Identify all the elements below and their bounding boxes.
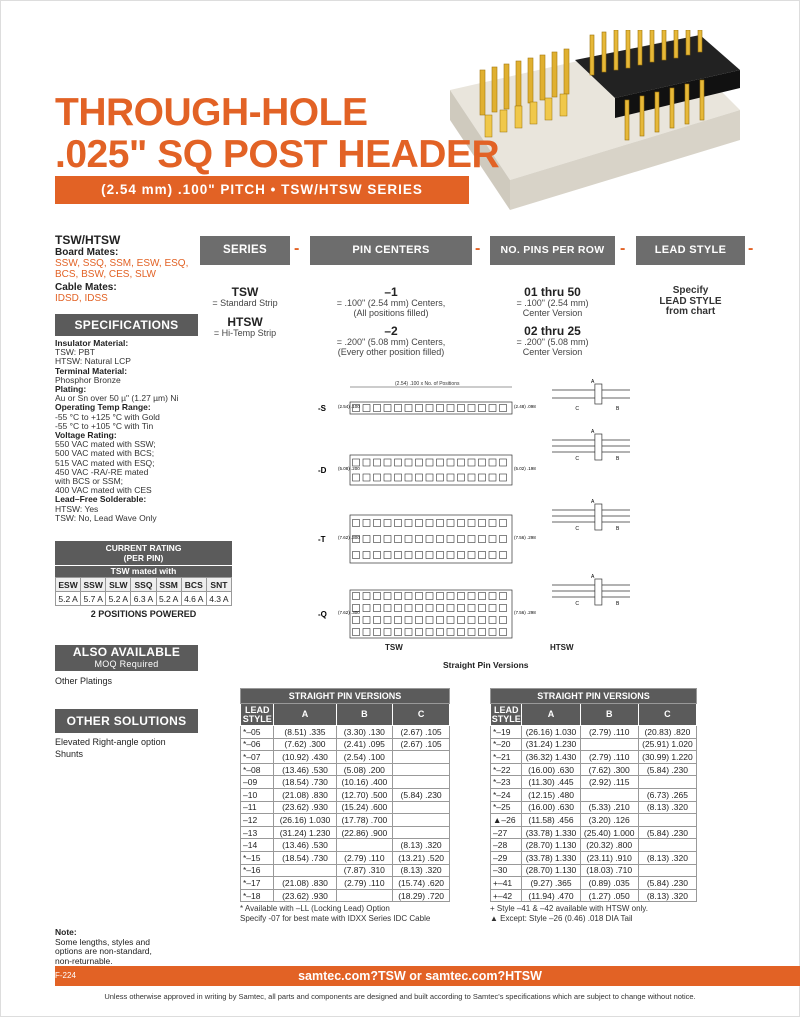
table-row — [241, 726, 450, 739]
spec-line: -55 °C to +125 °C with Gold — [55, 411, 160, 422]
drawing-row-label: -T — [318, 535, 326, 544]
pin-center-desc: = .200" (5.08 mm) Centers, — [336, 337, 446, 347]
dim-label-left: (7.62) .300 — [338, 610, 360, 615]
side-view — [552, 499, 630, 532]
straight-pin-table-2 — [490, 688, 697, 924]
table-cell: (10.16) .400 — [336, 776, 393, 789]
spec-label: Operating Temp Range: — [55, 402, 151, 413]
dim-a-label: A — [591, 379, 595, 385]
table-cell: (8.13) .320 — [393, 839, 450, 852]
table-cell: (2.67) .105 — [393, 738, 450, 751]
also-available-label: ALSO AVAILABLE — [72, 645, 181, 659]
table-cell: (5.84) .230 — [638, 877, 696, 890]
table-cell: (12.70) .500 — [336, 788, 393, 801]
current-rating-footer: 2 POSITIONS POWERED — [90, 609, 197, 619]
table-cell: (25.40) 1.000 — [580, 826, 638, 839]
dim-top-label: (2.54) .100 x No. of Positions — [395, 381, 460, 387]
table-cell: (0.89) .035 — [580, 877, 638, 890]
table-row — [491, 776, 697, 789]
table-cell: (1.27) .050 — [580, 889, 638, 902]
drawing-rows — [318, 402, 536, 638]
table-cell: *–08 — [241, 763, 274, 776]
pin-center-desc: = .100" (2.54 mm) Centers, — [336, 298, 446, 308]
pins-code: 02 thru 25 — [524, 324, 581, 338]
table-cell: (22.86) .900 — [336, 826, 393, 839]
current-rating-table — [55, 541, 232, 619]
specifications-list — [55, 339, 205, 523]
table-cell: (13.46) .530 — [274, 839, 336, 852]
pins-per-row-box: NO. PINS PER ROW — [490, 236, 615, 265]
table-cell: (8.13) .320 — [393, 864, 450, 877]
spec-line: HTSW: Yes — [55, 503, 99, 514]
table-cell: (8.13) .320 — [638, 801, 696, 814]
spec-label: Insulator Material: — [55, 338, 129, 348]
table-cell — [393, 763, 450, 776]
rating-cell: 5.2 A — [56, 592, 81, 606]
table-row — [241, 763, 450, 776]
col-header: ESW — [56, 578, 81, 592]
table-cell: (5.84) .230 — [638, 826, 696, 839]
table-cell: (8.13) .320 — [638, 851, 696, 864]
table-cell: (26.16) 1.030 — [274, 814, 336, 827]
side-views — [552, 379, 630, 607]
table-cell: *–07 — [241, 751, 274, 764]
table-cell — [638, 864, 696, 877]
table-cell: (23.62) .930 — [274, 889, 336, 902]
table-cell — [336, 889, 393, 902]
table-cell: (16.00) .630 — [522, 763, 580, 776]
rating-cell: 5.2 A — [156, 592, 181, 606]
spec-line: 500 VAC mated with BCS; — [55, 448, 155, 459]
series-box: SERIES — [200, 236, 290, 265]
col-header: LEAD STYLE — [491, 704, 521, 724]
table-cell: (33.78) 1.330 — [522, 851, 580, 864]
table-note: * Available with –LL (Locking Lead) Option — [240, 904, 390, 914]
other-item[interactable]: Elevated Right-angle option — [55, 737, 166, 747]
table-cell: (11.58) .456 — [522, 814, 580, 827]
table-cell: *–15 — [241, 851, 274, 864]
table-cell: *–24 — [491, 788, 522, 801]
pin-center-desc: (Every other position filled) — [337, 346, 445, 357]
table-cell: (2.79) .110 — [336, 851, 393, 864]
pins-desc: Center Version — [522, 307, 583, 318]
side-view — [552, 574, 630, 607]
spec-line: with BCS or SSM; — [55, 476, 124, 487]
table-row — [491, 851, 697, 864]
lead-style-line: Specify — [672, 285, 709, 296]
pin-center-code: –2 — [384, 324, 398, 338]
lead-style-instruction — [636, 286, 745, 318]
dim-a-label: A — [591, 429, 595, 435]
dim-c-label: C — [575, 601, 580, 607]
drawing-row-label: -D — [318, 466, 327, 475]
note-label: Note: — [55, 927, 77, 937]
table-cell: (5.84) .230 — [638, 763, 696, 776]
table-cell: (21.08) .830 — [274, 788, 336, 801]
spec-label: Terminal Material: — [55, 365, 128, 376]
pin-centers-option-1 — [300, 286, 482, 318]
table-row — [241, 864, 450, 877]
table-cell: (17.78) .700 — [336, 814, 393, 827]
page-number: F-224 — [55, 971, 76, 980]
specifications-button[interactable]: SPECIFICATIONS — [55, 314, 198, 336]
dim-c-label: C — [575, 456, 580, 462]
moq-label: MOQ Required — [94, 659, 159, 669]
header-body-outline — [350, 402, 512, 414]
col-header: SSM — [156, 578, 181, 592]
table-cell — [638, 839, 696, 852]
spec-line: TSW: No, Lead Wave Only — [55, 512, 157, 523]
table-cell: –30 — [491, 864, 522, 877]
table-cell: *–17 — [241, 877, 274, 890]
table-cell: (2.79) .110 — [580, 726, 638, 739]
pins-desc: = .100" (2.54 mm) — [516, 298, 589, 308]
table-row — [241, 826, 450, 839]
table-cell: (15.74) .620 — [393, 877, 450, 890]
series-option-tsw — [200, 286, 290, 309]
table-cell: (5.33) .210 — [580, 801, 638, 814]
col-header: B — [580, 704, 638, 726]
table-row — [241, 814, 450, 827]
table-row — [491, 738, 697, 751]
table-cell: (18.29) .720 — [393, 889, 450, 902]
table-note: Specify -07 for best mate with IDXX Series IDC Cable — [240, 914, 431, 924]
htsw-label: HTSW — [550, 643, 574, 652]
table-cell: (5.08) .200 — [336, 763, 393, 776]
table-row — [491, 814, 697, 827]
lead-style-line: from chart — [665, 306, 716, 317]
table-cell: (10.92) .430 — [274, 751, 336, 764]
table-cell: *–18 — [241, 889, 274, 902]
table-cell: (9.27) .365 — [522, 877, 580, 890]
series-option-htsw — [200, 316, 290, 339]
table-cell: –12 — [241, 814, 274, 827]
current-rating-title — [55, 541, 232, 565]
rating-cell: 4.6 A — [181, 592, 206, 606]
table-cell — [393, 776, 450, 789]
table-cell — [393, 814, 450, 827]
table-cell: ▲–26 — [491, 814, 522, 827]
series-name: TSW/HTSW — [55, 233, 121, 247]
table-cell: (31.24) 1.230 — [522, 738, 580, 751]
table-cell: –09 — [241, 776, 274, 789]
dim-label-right: (5.02) .198 — [514, 466, 536, 471]
note — [55, 928, 152, 966]
drawing-row-label: -S — [318, 404, 326, 413]
col-header: A — [522, 704, 580, 726]
dim-b-label: B — [615, 526, 620, 532]
table-cell: (20.83) .820 — [638, 726, 696, 739]
col-header: B — [336, 704, 393, 726]
table-row — [241, 801, 450, 814]
dim-b-label: B — [615, 406, 620, 412]
note-line: Some lengths, styles and — [55, 936, 150, 947]
table-cell: (20.32) .800 — [580, 839, 638, 852]
subtitle-band: (2.54 mm) .100" PITCH • TSW/HTSW SERIES — [55, 176, 469, 204]
table-cell: (6.73) .265 — [638, 788, 696, 801]
table-cell: (23.62) .930 — [274, 801, 336, 814]
pins-per-row-option-1 — [490, 286, 615, 318]
dim-c-label: C — [575, 406, 580, 412]
table-cell — [580, 738, 638, 751]
table-cell: +–41 — [491, 877, 522, 890]
also-available-button[interactable] — [55, 645, 198, 671]
table-cell: (2.54) .100 — [336, 751, 393, 764]
table-row — [491, 788, 697, 801]
series-desc: = Standard Strip — [212, 298, 278, 308]
spec-line: TSW: PBT — [55, 347, 95, 358]
spec-line: 400 VAC mated with CES — [55, 485, 152, 496]
table-cell: (33.78) 1.330 — [522, 826, 580, 839]
table-cell: (21.08) .830 — [274, 877, 336, 890]
table-row — [491, 763, 697, 776]
col-header: SSQ — [131, 578, 156, 592]
table-row — [241, 877, 450, 890]
side-view — [552, 429, 630, 462]
table-cell: (36.32) 1.430 — [522, 751, 580, 764]
table-cell — [638, 814, 696, 827]
table-cell: (13.46) .530 — [274, 763, 336, 776]
other-item[interactable]: Shunts — [55, 749, 84, 759]
table-cell: (2.67) .105 — [393, 726, 450, 739]
table-note: ▲ Except: Style –26 (0.46) .018 DIA Tail — [490, 914, 633, 924]
col-header: C — [393, 704, 450, 726]
table-cell: *–06 — [241, 738, 274, 751]
table-cell: (7.87) .310 — [336, 864, 393, 877]
table-cell — [393, 751, 450, 764]
note-line: non-returnable. — [55, 955, 113, 966]
table-row — [491, 889, 697, 902]
table-cell: –29 — [491, 851, 522, 864]
table-cell — [336, 839, 393, 852]
table-cell: (30.99) 1.220 — [638, 751, 696, 764]
table-cell: *–16 — [241, 864, 274, 877]
dash-separator: - — [748, 240, 754, 257]
lead-style-box: LEAD STYLE — [636, 236, 745, 265]
note-line: options are non-standard, — [55, 946, 152, 956]
spec-line: 550 VAC mated with SSW; — [55, 439, 156, 450]
table-cell: (23.11) .910 — [580, 851, 638, 864]
table-cell: –27 — [491, 826, 522, 839]
board-mates-label: Board Mates: — [55, 247, 119, 258]
table-cell: (12.15) .480 — [522, 788, 580, 801]
disclaimer: Unless otherwise approved in writing by Samtec, all parts and components are designed and built according to Samtec's specifications which are subject to change without notice. — [104, 992, 696, 1001]
cable-mates-label: Cable Mates: — [55, 282, 117, 293]
dim-c-label: C — [575, 526, 580, 532]
spec-line: HTSW: Natural LCP — [55, 356, 131, 367]
cable-mates[interactable]: IDSD, IDSS — [55, 293, 108, 304]
footer-url-link[interactable]: samtec.com?TSW or samtec.com?HTSW — [298, 969, 542, 983]
table-row — [241, 839, 450, 852]
table-cell: (28.70) 1.130 — [522, 864, 580, 877]
table-row — [491, 751, 697, 764]
col-header: SSW — [81, 578, 106, 592]
col-header: C — [638, 704, 696, 726]
pins-desc: = .200" (5.08 mm) — [516, 337, 589, 347]
spec-line: 450 VAC -RA/-RE mated — [55, 466, 149, 477]
table-cell: *–20 — [491, 738, 522, 751]
rating-cell: 5.7 A — [81, 592, 106, 606]
table-cell: (26.16) 1.030 — [522, 726, 580, 739]
table-cell: (3.30) .130 — [336, 726, 393, 739]
dim-a-label: A — [591, 499, 595, 505]
table-row — [241, 776, 450, 789]
table-cell: (18.54) .730 — [274, 776, 336, 789]
table-cell: (2.79) .110 — [336, 877, 393, 890]
side-view — [552, 379, 630, 412]
pins-per-row-option-2 — [490, 325, 615, 357]
other-solutions-button[interactable]: OTHER SOLUTIONS — [55, 709, 198, 733]
table-cell: (15.24) .600 — [336, 801, 393, 814]
pin-centers-option-2 — [300, 325, 482, 357]
table-cell — [274, 864, 336, 877]
spec-label: Plating: — [55, 384, 87, 395]
table-cell: +–42 — [491, 889, 522, 902]
tsw-label: TSW — [385, 643, 403, 652]
table-cell: (2.79) .110 — [580, 751, 638, 764]
table-row — [241, 751, 450, 764]
table-cell: *–22 — [491, 763, 522, 776]
pins-desc: Center Version — [522, 346, 583, 357]
table-row — [491, 877, 697, 890]
table-cell: (11.30) .445 — [522, 776, 580, 789]
col-header: LEAD STYLE — [241, 704, 274, 726]
table-row — [491, 826, 697, 839]
spec-label: Voltage Rating: — [55, 430, 117, 441]
dash-separator: - — [475, 240, 481, 257]
also-item: Other Platings — [55, 676, 113, 686]
table-cell — [638, 776, 696, 789]
dim-label-right: (2.48) .098 — [514, 404, 536, 409]
table-caption: STRAIGHT PIN VERSIONS — [241, 689, 450, 704]
table-row — [491, 801, 697, 814]
table-cell: *–21 — [491, 751, 522, 764]
table-cell: (16.00) .630 — [522, 801, 580, 814]
current-rating-grid — [55, 577, 232, 606]
table-cell: (13.21) .520 — [393, 851, 450, 864]
dim-a-label: A — [591, 574, 595, 580]
table-cell: (11.94) .470 — [522, 889, 580, 902]
table-cell: (2.41) .095 — [336, 738, 393, 751]
col-header: BCS — [181, 578, 206, 592]
table-note: + Style –41 & –42 available with HTSW only. — [490, 904, 648, 914]
pin-center-desc: (All positions filled) — [353, 307, 429, 318]
current-rating-heading: CURRENT RATING — [105, 543, 182, 553]
table-cell: *–25 — [491, 801, 522, 814]
table-cell: (7.62) .300 — [274, 738, 336, 751]
table-cell: (8.51) .335 — [274, 726, 336, 739]
table-row — [491, 839, 697, 852]
page-title: THROUGH-HOLE .025" SQ POST HEADER — [55, 91, 500, 176]
dim-label-left: (5.08) .200 — [338, 466, 360, 471]
mated-label: TSW mated with — [55, 565, 232, 577]
table-row — [241, 788, 450, 801]
table-cell — [580, 788, 638, 801]
rating-cell: 6.3 A — [131, 592, 156, 606]
table-cell: (18.03) .710 — [580, 864, 638, 877]
rating-cell: 5.2 A — [106, 592, 131, 606]
table-cell — [393, 826, 450, 839]
table-cell: (8.13) .320 — [638, 889, 696, 902]
table-cell: –28 — [491, 839, 522, 852]
series-desc: = Hi-Temp Strip — [213, 328, 277, 338]
pins-code: 01 thru 50 — [524, 285, 581, 299]
table-cell: –14 — [241, 839, 274, 852]
board-mates-2[interactable]: BCS, BSW, CES, SLW — [55, 269, 156, 280]
series-code: HTSW — [227, 315, 263, 329]
straight-pin-table-1 — [240, 688, 450, 924]
current-rating-subheading: (PER PIN) — [123, 553, 164, 563]
table-cell: (2.92) .115 — [580, 776, 638, 789]
col-header: SLW — [106, 578, 131, 592]
board-mates[interactable]: SSW, SSQ, SSM, ESW, ESQ, — [55, 258, 189, 269]
table-row — [491, 726, 697, 739]
table-cell: *–23 — [491, 776, 522, 789]
table-cell: –11 — [241, 801, 274, 814]
table-cell: (3.20) .126 — [580, 814, 638, 827]
rating-cell: 4.3 A — [206, 592, 231, 606]
table-cell — [393, 801, 450, 814]
table-cell: –13 — [241, 826, 274, 839]
drawing-row-label: -Q — [318, 610, 327, 619]
table-cell: (7.62) .300 — [580, 763, 638, 776]
spec-label: Lead–Free Solderable: — [55, 494, 147, 505]
spec-line: -55 °C to +105 °C with Tin — [55, 420, 154, 431]
table-cell: (25.91) 1.020 — [638, 738, 696, 751]
table-cell: (5.84) .230 — [393, 788, 450, 801]
spec-line: Au or Sn over 50 µ" (1.27 µm) Ni — [55, 393, 179, 404]
dim-label-left: (7.62) .300 — [338, 535, 360, 540]
table-row — [241, 851, 450, 864]
header-body-outline — [350, 590, 512, 638]
pin-center-code: –1 — [384, 285, 398, 299]
dim-label-right: (7.56) .298 — [514, 535, 536, 540]
table-row — [241, 889, 450, 902]
dash-separator: - — [620, 240, 626, 257]
table-cell: (18.54) .730 — [274, 851, 336, 864]
table-row — [491, 864, 697, 877]
header-body-outline — [350, 515, 512, 563]
table-cell: (28.70) 1.130 — [522, 839, 580, 852]
dim-label-right: (7.56) .298 — [514, 610, 536, 615]
table-cell: –10 — [241, 788, 274, 801]
spec-line: Phosphor Bronze — [55, 374, 121, 385]
dash-separator: - — [294, 240, 300, 257]
pin-centers-box: PIN CENTERS — [310, 236, 472, 265]
spec-line: 515 VAC mated with ESQ; — [55, 457, 155, 468]
dim-b-label: B — [615, 456, 620, 462]
table-cell: *–05 — [241, 726, 274, 739]
lead-style-line: LEAD STYLE — [659, 295, 722, 307]
dim-label-left: (2.54) .100 — [338, 404, 360, 409]
header-body-outline — [350, 455, 512, 485]
table-cell: (31.24) 1.230 — [274, 826, 336, 839]
table-cell: *–19 — [491, 726, 522, 739]
technical-drawings — [300, 375, 640, 670]
table-row — [241, 738, 450, 751]
dim-b-label: B — [615, 601, 620, 607]
table-caption: STRAIGHT PIN VERSIONS — [491, 689, 697, 704]
col-header: SNT — [206, 578, 231, 592]
series-code: TSW — [231, 285, 259, 299]
col-header: A — [274, 704, 336, 726]
drawing-caption: Straight Pin Versions — [443, 660, 529, 670]
